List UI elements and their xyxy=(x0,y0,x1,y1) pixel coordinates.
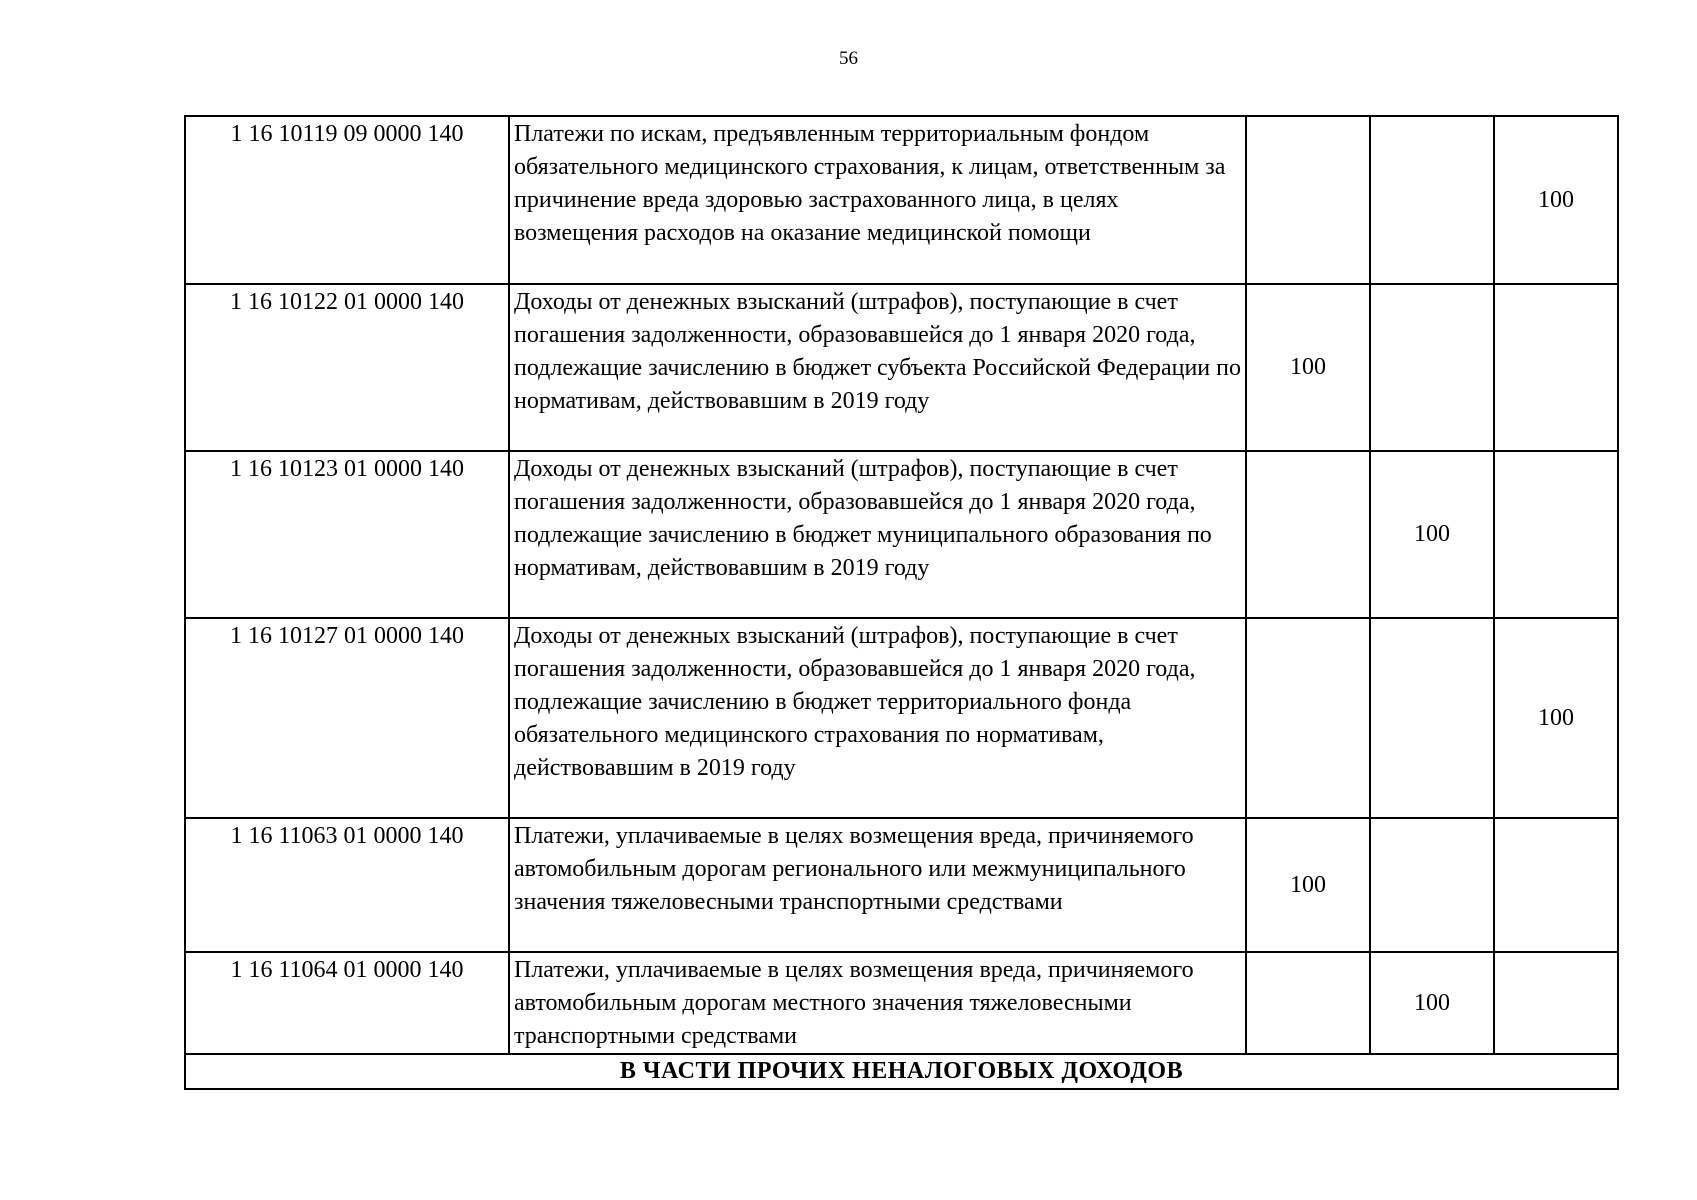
value-cell-2: 100 xyxy=(1370,451,1494,618)
section-heading-row xyxy=(185,1054,1618,1089)
value-cell-1 xyxy=(1246,451,1370,618)
code-cell: 1 16 10122 01 0000 140 xyxy=(185,284,509,451)
value-cell-1: 100 xyxy=(1246,284,1370,451)
value-cell-3: 100 xyxy=(1494,618,1618,818)
revenue-allocation-table xyxy=(184,115,1619,1090)
value-cell-3: 100 xyxy=(1494,116,1618,284)
table-row xyxy=(185,618,1618,818)
value-cell-1 xyxy=(1246,116,1370,284)
table-row xyxy=(185,284,1618,451)
name-cell: Платежи по искам, предъявленным территориальным фондом обязательного медицинского страхования, к лицам, ответственным за причинение вреда здоровью застрахованного лица, в целях возмещения расходов на оказание медицинской помощи xyxy=(509,116,1246,284)
name-cell: Доходы от денежных взысканий (штрафов), поступающие в счет погашения задолженности, образовавшейся до 1 января 2020 года, подлежащие зачислению в бюджет субъекта Российской Федерации по нормативам, действовавшим в 2019 году xyxy=(509,284,1246,451)
table-row xyxy=(185,116,1618,284)
value-cell-3 xyxy=(1494,284,1618,451)
value-cell-3 xyxy=(1494,952,1618,1054)
value-cell-1 xyxy=(1246,618,1370,818)
value-cell-2 xyxy=(1370,116,1494,284)
value-cell-2 xyxy=(1370,618,1494,818)
table-row xyxy=(185,818,1618,952)
value-cell-2: 100 xyxy=(1370,952,1494,1054)
code-cell: 1 16 10123 01 0000 140 xyxy=(185,451,509,618)
name-cell: Доходы от денежных взысканий (штрафов), поступающие в счет погашения задолженности, образовавшейся до 1 января 2020 года, подлежащие зачислению в бюджет территориального фонда обязательного медицинского страхования по нормативам, действовавшим в 2019 году xyxy=(509,618,1246,818)
value-cell-1 xyxy=(1246,952,1370,1054)
code-cell: 1 16 10119 09 0000 140 xyxy=(185,116,509,284)
value-cell-1: 100 xyxy=(1246,818,1370,952)
code-cell: 1 16 11064 01 0000 140 xyxy=(185,952,509,1054)
value-cell-2 xyxy=(1370,818,1494,952)
value-cell-2 xyxy=(1370,284,1494,451)
value-cell-3 xyxy=(1494,818,1618,952)
name-cell: Доходы от денежных взысканий (штрафов), поступающие в счет погашения задолженности, образовавшейся до 1 января 2020 года, подлежащие зачислению в бюджет муниципального образования по нормативам, действовавшим в 2019 году xyxy=(509,451,1246,618)
name-cell: Платежи, уплачиваемые в целях возмещения вреда, причиняемого автомобильным дорогам регионального или межмуниципального значения тяжеловесными транспортными средствами xyxy=(509,818,1246,952)
page-number: 56 xyxy=(839,48,858,69)
table-row xyxy=(185,451,1618,618)
table-row xyxy=(185,952,1618,1054)
value-cell-3 xyxy=(1494,451,1618,618)
section-heading: В ЧАСТИ ПРОЧИХ НЕНАЛОГОВЫХ ДОХОДОВ xyxy=(185,1054,1618,1089)
code-cell: 1 16 10127 01 0000 140 xyxy=(185,618,509,818)
name-cell: Платежи, уплачиваемые в целях возмещения вреда, причиняемого автомобильным дорогам местного значения тяжеловесными транспортными средствами xyxy=(509,952,1246,1054)
code-cell: 1 16 11063 01 0000 140 xyxy=(185,818,509,952)
